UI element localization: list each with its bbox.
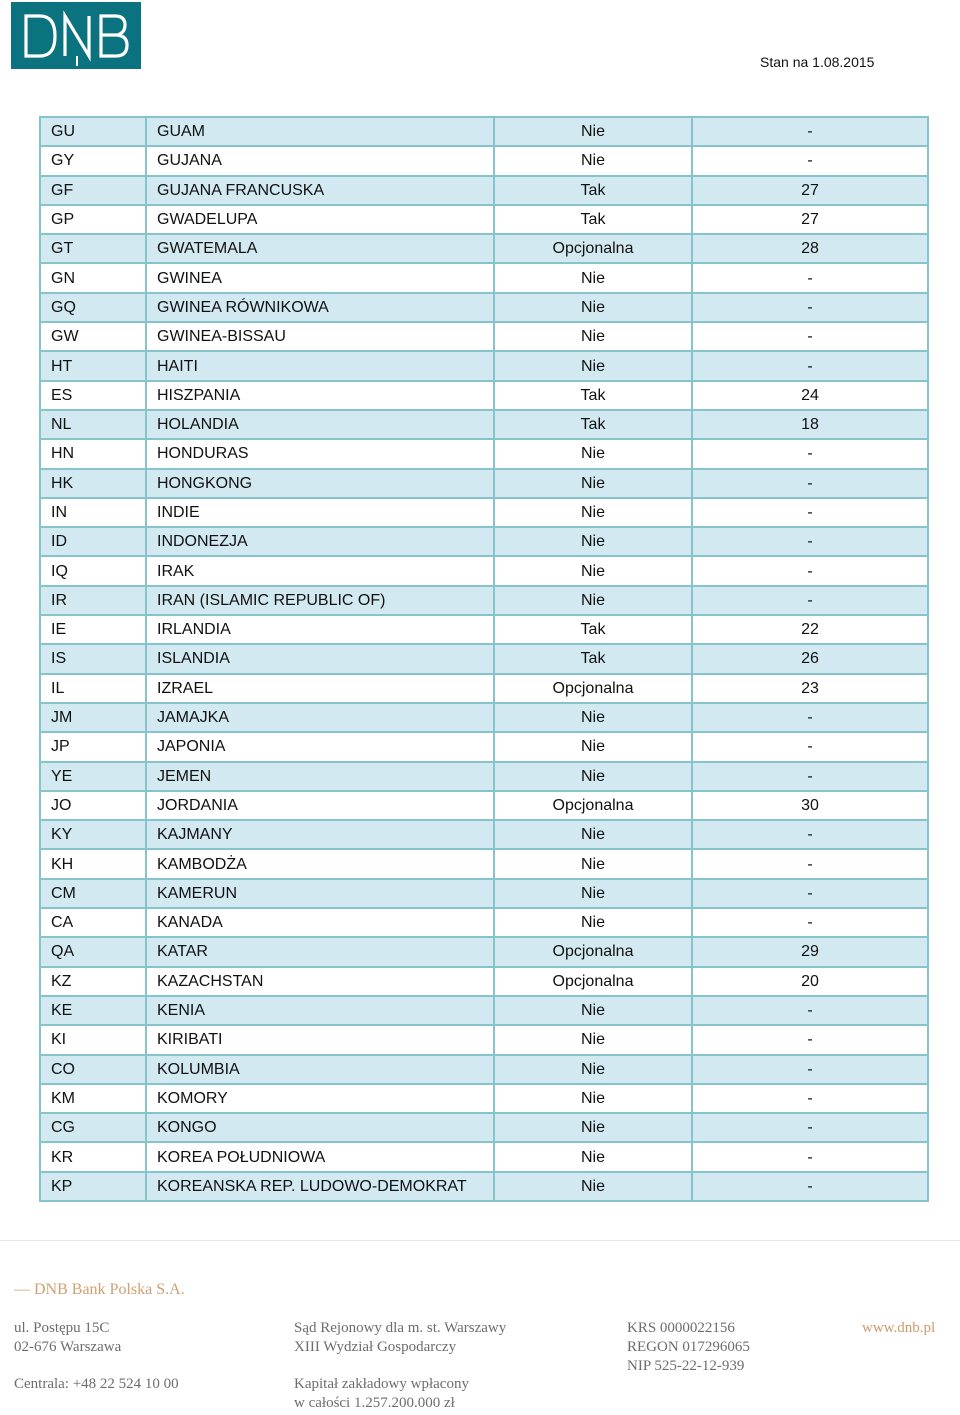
footer-capital [294, 1375, 469, 1413]
rate-cell: 29 [692, 937, 928, 966]
rate-cell: 27 [692, 176, 928, 205]
court-line: XIII Wydział Gospodarczy [294, 1339, 457, 1355]
country-name-cell: JORDANIA [146, 791, 494, 820]
table-row [40, 1084, 928, 1113]
country-code-cell: KY [40, 820, 146, 849]
table-row [40, 351, 928, 380]
country-name-cell: KOLUMBIA [146, 1055, 494, 1084]
country-name-cell: JAPONIA [146, 732, 494, 761]
option-cell: Nie [494, 996, 692, 1025]
country-code-cell: YE [40, 762, 146, 791]
option-cell: Opcjonalna [494, 674, 692, 703]
rate-cell: 20 [692, 967, 928, 996]
rate-cell: 24 [692, 381, 928, 410]
country-name-cell: KIRIBATI [146, 1025, 494, 1054]
option-cell: Nie [494, 498, 692, 527]
rate-cell: 27 [692, 205, 928, 234]
option-cell: Nie [494, 908, 692, 937]
country-name-cell: KAZACHSTAN [146, 967, 494, 996]
country-name-cell: KANADA [146, 908, 494, 937]
country-name-cell: GWADELUPA [146, 205, 494, 234]
table-row [40, 967, 928, 996]
option-cell: Nie [494, 527, 692, 556]
rate-cell: - [692, 762, 928, 791]
table-row [40, 527, 928, 556]
table-row [40, 1142, 928, 1171]
court-line: Sąd Rejonowy dla m. st. Warszawy [294, 1320, 507, 1336]
registry-line: NIP 525-22-12-939 [627, 1358, 745, 1374]
rate-cell: - [692, 908, 928, 937]
table-row [40, 762, 928, 791]
table-row [40, 703, 928, 732]
option-cell: Nie [494, 439, 692, 468]
country-name-cell: GWINEA [146, 263, 494, 292]
country-name-cell: KAMERUN [146, 879, 494, 908]
country-code-cell: ES [40, 381, 146, 410]
table-row [40, 937, 928, 966]
table-row [40, 293, 928, 322]
rate-cell: - [692, 703, 928, 732]
option-cell: Nie [494, 1025, 692, 1054]
country-code-cell: KM [40, 1084, 146, 1113]
option-cell: Nie [494, 469, 692, 498]
footer-divider [0, 1240, 960, 1241]
option-cell: Nie [494, 703, 692, 732]
option-cell: Nie [494, 732, 692, 761]
table-row [40, 820, 928, 849]
footer-website[interactable] [862, 1319, 935, 1338]
table-row [40, 674, 928, 703]
country-name-cell: HISZPANIA [146, 381, 494, 410]
country-code-cell: HT [40, 351, 146, 380]
country-name-cell: JAMAJKA [146, 703, 494, 732]
option-cell: Nie [494, 263, 692, 292]
option-cell: Nie [494, 322, 692, 351]
rate-cell: - [692, 351, 928, 380]
country-code-cell: JM [40, 703, 146, 732]
country-code-cell: KI [40, 1025, 146, 1054]
country-code-cell: CG [40, 1113, 146, 1142]
country-code-cell: QA [40, 937, 146, 966]
option-cell: Nie [494, 293, 692, 322]
option-cell: Nie [494, 556, 692, 585]
rate-cell: - [692, 1025, 928, 1054]
country-code-cell: KE [40, 996, 146, 1025]
country-name-cell: GWINEA-BISSAU [146, 322, 494, 351]
country-code-cell: JP [40, 732, 146, 761]
country-name-cell: JEMEN [146, 762, 494, 791]
website-link[interactable]: www.dnb.pl [862, 1320, 936, 1336]
rate-cell: - [692, 732, 928, 761]
country-name-cell: KOMORY [146, 1084, 494, 1113]
table-row [40, 410, 928, 439]
table-row [40, 791, 928, 820]
table-row [40, 117, 928, 146]
option-cell: Nie [494, 1172, 692, 1201]
country-name-cell: GUAM [146, 117, 494, 146]
country-code-cell: KH [40, 849, 146, 878]
country-name-cell: INDONEZJA [146, 527, 494, 556]
option-cell: Nie [494, 1055, 692, 1084]
table-row [40, 849, 928, 878]
option-cell: Tak [494, 644, 692, 673]
table-row [40, 439, 928, 468]
table-row [40, 879, 928, 908]
country-name-cell: KAJMANY [146, 820, 494, 849]
country-code-cell: GU [40, 117, 146, 146]
address-line: 02-676 Warszawa [14, 1339, 122, 1355]
rate-cell: - [692, 469, 928, 498]
rate-cell: - [692, 527, 928, 556]
rate-cell: 18 [692, 410, 928, 439]
date-stamp: Stan na 1.08.2015 [760, 54, 875, 70]
dnb-logo [11, 2, 141, 69]
rate-cell: 28 [692, 234, 928, 263]
capital-line: w całości 1.257.200.000 zł [294, 1395, 455, 1411]
country-name-cell: GWINEA RÓWNIKOWA [146, 293, 494, 322]
rate-cell: - [692, 996, 928, 1025]
table-row [40, 908, 928, 937]
registry-line: KRS 0000022156 [627, 1320, 735, 1336]
rate-cell: - [692, 1142, 928, 1171]
rate-cell: 30 [692, 791, 928, 820]
option-cell: Tak [494, 205, 692, 234]
option-cell: Tak [494, 410, 692, 439]
country-name-cell: HAITI [146, 351, 494, 380]
table-row [40, 234, 928, 263]
country-name-cell: IRLANDIA [146, 615, 494, 644]
country-name-cell: KATAR [146, 937, 494, 966]
country-code-cell: IQ [40, 556, 146, 585]
option-cell: Nie [494, 879, 692, 908]
table-row [40, 996, 928, 1025]
option-cell: Opcjonalna [494, 937, 692, 966]
rate-cell: - [692, 879, 928, 908]
country-name-cell: INDIE [146, 498, 494, 527]
table-row [40, 176, 928, 205]
footer-court [294, 1319, 506, 1357]
country-code-cell: GF [40, 176, 146, 205]
address-line: ul. Postępu 15C [14, 1320, 110, 1336]
option-cell: Nie [494, 1084, 692, 1113]
country-name-cell: KOREA POŁUDNIOWA [146, 1142, 494, 1171]
table-row [40, 1113, 928, 1142]
table-row [40, 1025, 928, 1054]
country-code-cell: IR [40, 586, 146, 615]
rate-cell: 23 [692, 674, 928, 703]
country-name-cell: IRAK [146, 556, 494, 585]
country-code-cell: GN [40, 263, 146, 292]
rate-cell: 26 [692, 644, 928, 673]
option-cell: Nie [494, 1113, 692, 1142]
rate-cell: - [692, 1055, 928, 1084]
country-name-cell: KENIA [146, 996, 494, 1025]
option-cell: Tak [494, 615, 692, 644]
country-name-cell: IRAN (ISLAMIC REPUBLIC OF) [146, 586, 494, 615]
country-code-cell: HK [40, 469, 146, 498]
rate-cell: - [692, 556, 928, 585]
table-row [40, 732, 928, 761]
country-code-cell: KP [40, 1172, 146, 1201]
table-row [40, 586, 928, 615]
option-cell: Tak [494, 176, 692, 205]
option-cell: Nie [494, 762, 692, 791]
country-code-cell: CA [40, 908, 146, 937]
footer-brand: — DNB Bank Polska S.A. [14, 1281, 185, 1298]
option-cell: Nie [494, 820, 692, 849]
country-name-cell: HONGKONG [146, 469, 494, 498]
country-code-cell: NL [40, 410, 146, 439]
footer-address [14, 1319, 121, 1357]
table-row [40, 498, 928, 527]
country-name-cell: ISLANDIA [146, 644, 494, 673]
registry-line: REGON 017296065 [627, 1339, 750, 1355]
country-code-cell: ID [40, 527, 146, 556]
rate-cell: - [692, 1113, 928, 1142]
country-table [39, 116, 929, 1202]
country-code-cell: GP [40, 205, 146, 234]
dnb-logo-mark [11, 2, 141, 69]
country-code-cell: GW [40, 322, 146, 351]
option-cell: Nie [494, 586, 692, 615]
table-row [40, 615, 928, 644]
rate-cell: - [692, 1084, 928, 1113]
table-row [40, 644, 928, 673]
country-code-cell: JO [40, 791, 146, 820]
table-row [40, 469, 928, 498]
option-cell: Nie [494, 117, 692, 146]
rate-cell: - [692, 117, 928, 146]
option-cell: Opcjonalna [494, 234, 692, 263]
capital-line: Kapitał zakładowy wpłacony [294, 1376, 469, 1392]
table-row [40, 263, 928, 292]
country-code-cell: GQ [40, 293, 146, 322]
country-name-cell: HONDURAS [146, 439, 494, 468]
country-name-cell: KOREANSKA REP. LUDOWO-DEMOKRAT [146, 1172, 494, 1201]
country-table-body [40, 117, 928, 1201]
country-name-cell: KONGO [146, 1113, 494, 1142]
rate-cell: - [692, 498, 928, 527]
country-code-cell: IL [40, 674, 146, 703]
rate-cell: - [692, 439, 928, 468]
table-row [40, 322, 928, 351]
option-cell: Nie [494, 1142, 692, 1171]
country-code-cell: CM [40, 879, 146, 908]
rate-cell: - [692, 849, 928, 878]
table-row [40, 146, 928, 175]
footer-phone [14, 1375, 179, 1394]
rate-cell: - [692, 820, 928, 849]
country-name-cell: GUJANA [146, 146, 494, 175]
country-code-cell: GY [40, 146, 146, 175]
rate-cell: - [692, 1172, 928, 1201]
table-row [40, 205, 928, 234]
option-cell: Nie [494, 146, 692, 175]
country-code-cell: IN [40, 498, 146, 527]
country-code-cell: KR [40, 1142, 146, 1171]
table-row [40, 556, 928, 585]
country-name-cell: HOLANDIA [146, 410, 494, 439]
rate-cell: - [692, 263, 928, 292]
country-code-cell: CO [40, 1055, 146, 1084]
country-code-cell: GT [40, 234, 146, 263]
rate-cell: - [692, 146, 928, 175]
table-row [40, 381, 928, 410]
rate-cell: - [692, 293, 928, 322]
option-cell: Opcjonalna [494, 791, 692, 820]
table-row [40, 1172, 928, 1201]
country-name-cell: KAMBODŻA [146, 849, 494, 878]
option-cell: Nie [494, 849, 692, 878]
table-row [40, 1055, 928, 1084]
country-name-cell: GWATEMALA [146, 234, 494, 263]
country-name-cell: IZRAEL [146, 674, 494, 703]
option-cell: Tak [494, 381, 692, 410]
country-code-cell: KZ [40, 967, 146, 996]
option-cell: Opcjonalna [494, 967, 692, 996]
country-code-cell: IE [40, 615, 146, 644]
phone-line: Centrala: +48 22 524 10 00 [14, 1376, 179, 1392]
rate-cell: 22 [692, 615, 928, 644]
country-name-cell: GUJANA FRANCUSKA [146, 176, 494, 205]
footer-registry [627, 1319, 750, 1376]
rate-cell: - [692, 322, 928, 351]
option-cell: Nie [494, 351, 692, 380]
country-code-cell: IS [40, 644, 146, 673]
rate-cell: - [692, 586, 928, 615]
country-code-cell: HN [40, 439, 146, 468]
